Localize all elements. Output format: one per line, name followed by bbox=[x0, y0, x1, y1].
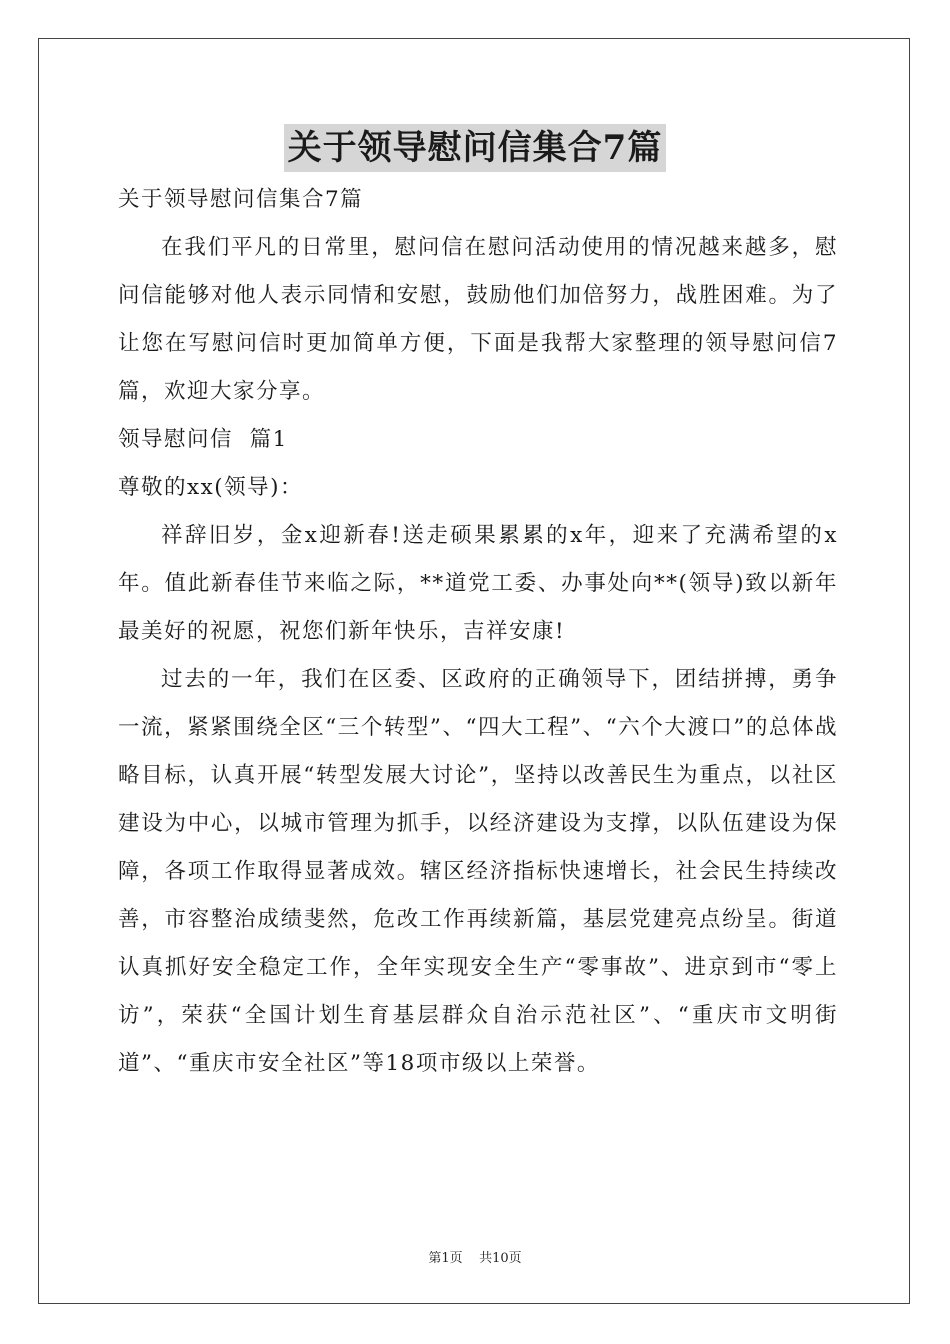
page-footer bbox=[0, 1247, 950, 1266]
page-number: 第1页 共10页 bbox=[428, 1251, 522, 1266]
document-subtitle: 关于领导慰问信集合7篇 bbox=[118, 187, 364, 212]
section-heading: 领导慰问信 篇1 bbox=[118, 427, 288, 452]
salutation: 尊敬的xx(领导)： bbox=[118, 475, 304, 500]
document-body bbox=[118, 176, 838, 1088]
intro-paragraph: 在我们平凡的日常里，慰问信在慰问活动使用的情况越来越多，慰问信能够对他人表示同情和安慰，鼓励他们加倍努力，战胜困难。为了让您在写慰问信时更加简单方便，下面是我帮大家整理的领导慰问信7篇，欢迎大家分享。 bbox=[118, 235, 838, 404]
document-title: 关于领导慰问信集合7篇 bbox=[284, 124, 667, 172]
body-paragraph-2: 过去的一年，我们在区委、区政府的正确领导下，团结拼搏，勇争一流，紧紧围绕全区“三个转型”、“四大工程”、“六个大渡口”的总体战略目标，认真开展“转型发展大讨论”，坚持以改善民生为重点，以社区建设为中心，以城市管理为抓手，以经济建设为支撑，以队伍建设为保障，各项工作取得显著成效。辖区经济指标快速增长，社会民生持续改善，市容整治成绩斐然，危改工作再续新篇，基层党建亮点纷呈。街道认真抓好安全稳定工作，全年实现安全生产“零事故”、进京到市“零上访”，荣获“全国计划生育基层群众自治示范社区”、“重庆市文明街道”、“重庆市安全社区”等18项市级以上荣誉。 bbox=[118, 667, 838, 1076]
body-paragraph-1: 祥辞旧岁，金x迎新春!送走硕果累累的x年，迎来了充满希望的x年。值此新春佳节来临之际，**道党工委、办事处向**(领导)致以新年最美好的祝愿，祝您们新年快乐，吉祥安康! bbox=[118, 523, 838, 644]
title-container bbox=[0, 124, 950, 172]
